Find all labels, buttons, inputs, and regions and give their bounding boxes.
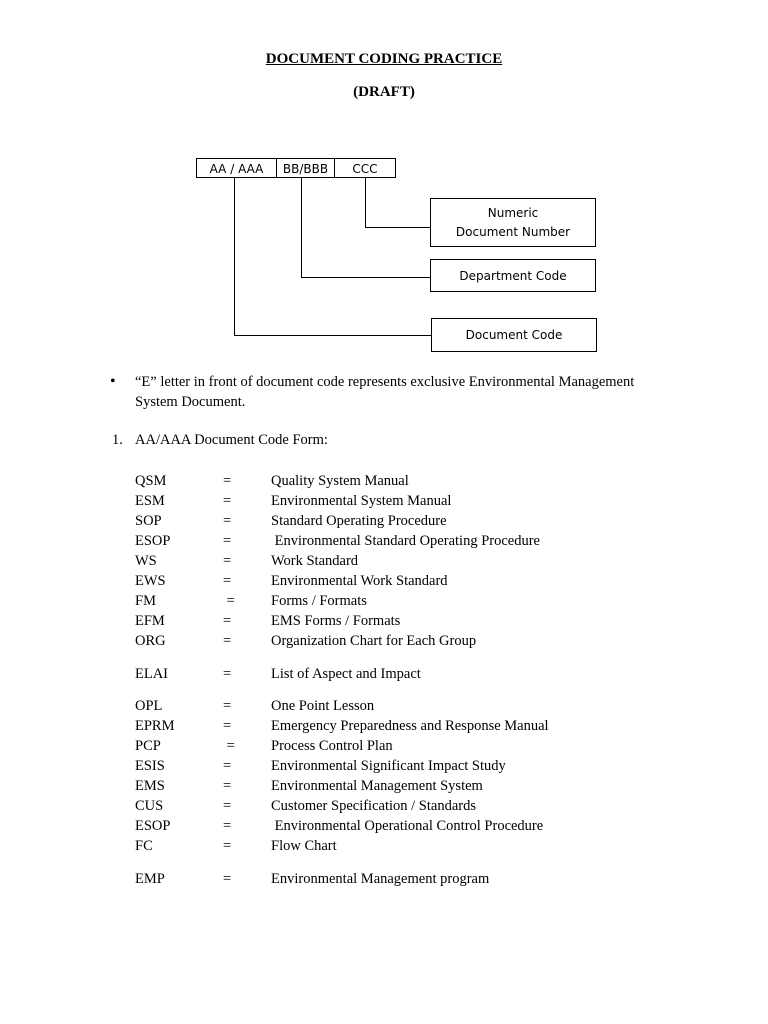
connector-line: [301, 178, 302, 278]
bullet-icon: •: [110, 373, 116, 390]
code-description: Organization Chart for Each Group: [271, 633, 477, 649]
code-abbreviation: EMS: [135, 778, 165, 794]
code-abbreviation: ESIS: [135, 758, 165, 774]
section-heading-text: AA/AAA Document Code Form:: [135, 432, 328, 448]
section-number: 1.: [112, 432, 123, 448]
equals-sign: =: [223, 513, 232, 529]
equals-sign: =: [223, 838, 232, 854]
equals-sign: =: [223, 613, 232, 629]
code-row: [135, 816, 695, 836]
code-description: Forms / Formats: [271, 593, 367, 609]
code-row: [135, 571, 695, 591]
code-abbreviation: EMP: [135, 870, 165, 887]
code-row: [135, 551, 695, 571]
connector-line: [301, 277, 431, 278]
equals-sign: =: [223, 553, 232, 569]
code-row: [135, 736, 695, 756]
code-description: One Point Lesson: [271, 698, 375, 714]
code-abbreviation: ESM: [135, 493, 165, 509]
code-abbreviation: OPL: [135, 698, 163, 714]
section-heading: [112, 432, 328, 449]
code-abbreviation: ESOP: [135, 818, 171, 834]
equals-sign: =: [223, 870, 232, 887]
code-description: Environmental Management System: [271, 778, 483, 794]
label-department-code: Department Code: [430, 259, 596, 292]
connector-line: [365, 227, 431, 228]
document-subtitle: (DRAFT): [353, 84, 415, 100]
code-row: [135, 631, 695, 651]
code-description: Environmental Significant Impact Study: [271, 758, 506, 774]
code-row: [135, 491, 695, 511]
code-description: Emergency Preparedness and Response Manual: [271, 718, 549, 734]
document-title: DOCUMENT CODING PRACTICE: [265, 51, 503, 67]
equals-sign: =: [223, 473, 232, 489]
code-abbreviation: SOP: [135, 513, 162, 529]
equals-sign: =: [223, 493, 232, 509]
equals-sign: =: [223, 698, 232, 714]
code-abbreviation: EFM: [135, 613, 165, 629]
connector-line: [234, 178, 235, 336]
code-row: [135, 776, 695, 796]
code-description: Environmental Standard Operating Procedure: [271, 533, 540, 549]
code-description: Process Control Plan: [271, 738, 393, 754]
equals-sign: =: [223, 633, 232, 649]
equals-sign: =: [223, 758, 232, 774]
code-abbreviation: WS: [135, 553, 157, 569]
code-abbreviation: FC: [135, 838, 153, 854]
code-abbreviation: EWS: [135, 573, 166, 589]
code-abbreviation: ESOP: [135, 533, 171, 549]
code-segment-number: CCC: [334, 158, 396, 178]
code-description: Environmental Work Standard: [271, 573, 448, 589]
code-description: Customer Specification / Standards: [271, 798, 476, 814]
code-abbreviation: QSM: [135, 473, 167, 489]
code-abbreviation: FM: [135, 593, 156, 609]
equals-sign: =: [223, 778, 232, 794]
code-description: Flow Chart: [271, 838, 337, 854]
code-row: [135, 664, 695, 684]
connector-line: [234, 335, 431, 336]
label-numeric-document-number: Numeric Document Number: [430, 198, 596, 247]
code-description: List of Aspect and Impact: [271, 665, 421, 682]
code-description: Environmental Management program: [271, 870, 490, 887]
label-document-code: Document Code: [431, 318, 597, 352]
code-row: [135, 531, 695, 551]
code-row: [135, 611, 695, 631]
code-row: [135, 591, 695, 611]
code-description: Standard Operating Procedure: [271, 513, 447, 529]
code-row: [135, 869, 695, 889]
code-row: [135, 756, 695, 776]
connector-line: [365, 178, 366, 228]
code-abbreviation: ORG: [135, 633, 166, 649]
code-description: EMS Forms / Formats: [271, 613, 401, 629]
code-row: [135, 471, 695, 491]
code-row: [135, 511, 695, 531]
code-row: [135, 796, 695, 816]
equals-sign: =: [223, 665, 232, 682]
equals-sign: =: [223, 573, 232, 589]
equals-sign: =: [223, 593, 235, 609]
code-abbreviation: EPRM: [135, 718, 175, 734]
code-abbreviation: CUS: [135, 798, 164, 814]
code-abbreviation: ELAI: [135, 665, 169, 682]
equals-sign: =: [223, 798, 232, 814]
code-row: [135, 836, 695, 856]
code-description: Work Standard: [271, 553, 359, 569]
code-segment-department: BB/BBB: [276, 158, 335, 178]
code-row: [135, 716, 695, 736]
equals-sign: =: [223, 738, 235, 754]
equals-sign: =: [223, 818, 232, 834]
equals-sign: =: [223, 533, 232, 549]
code-row: [135, 696, 695, 716]
code-definition-list: [135, 471, 695, 889]
code-description: Environmental Operational Control Procedure: [271, 818, 544, 834]
code-description: Environmental System Manual: [271, 493, 452, 509]
code-abbreviation: PCP: [135, 738, 161, 754]
bullet-note: “E” letter in front of document code represents exclusive Environmental Management System Document.: [135, 374, 635, 410]
code-description: Quality System Manual: [271, 473, 409, 489]
code-segment-document: AA / AAA: [196, 158, 277, 178]
equals-sign: =: [223, 718, 232, 734]
